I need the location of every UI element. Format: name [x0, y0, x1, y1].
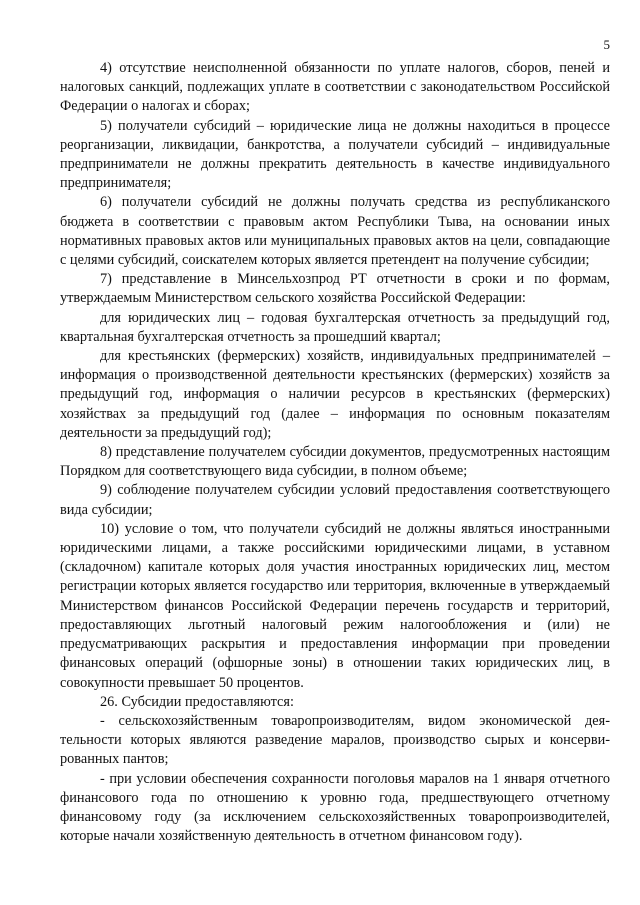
paragraph-item-7: 7) представление в Минсельхозпрод РТ отчетности в сроки и по формам, утверждаемым Министерством сельского хозяйства Российской Федерации:: [60, 271, 610, 307]
paragraph-bullet-livestock: - при условии обеспечения сохранности поголовья маралов на 1 января отчетного финансового года по отношению к уровню года, предшествующего отчетному финансовому году (за исключением сельскохозяйственных товаропроизводителей, которые начали хозяйственную деятельность в отчетном финансовом году).: [60, 770, 610, 845]
paragraph-item-9: 9) соблюдение получателем субсидии условий предоставления соответствующего вида субсидии;: [60, 482, 610, 518]
paragraph-item-6: 6) получатели субсидий не должны получать средства из республиканского бюджета в соответствии с правовым актом Республики Тыва, на основании иных нормативных правовых актов или муниципальных правовых актов на цели, совпадающие с целями субсидий, соискателем которых является претендент на получение субсидии;: [60, 194, 610, 269]
paragraph-item-8: 8) представление получателем субсидии документов, предусмотренных настоящим Порядком для соответствующего вида субсидии, в полном объеме;: [60, 444, 610, 480]
page-number: 5: [603, 37, 610, 52]
paragraph-section-26: 26. Субсидии предоставляются:: [100, 693, 294, 710]
paragraph-item-4: 4) отсутствие неисполненной обязанности по уплате налогов, сборов, пеней и налоговых санкций, подлежащих уплате в соответствии с законодательством Российской Федерации о налогах и сборах;: [60, 60, 610, 115]
paragraph-item-5: 5) получатели субсидий – юридические лица не должны находиться в процессе реорганизации, ликвидации, банкротства, а получатели субсидий – индивидуальные предприниматели не должны прекратить деятельность в качестве индивидуального предпринимателя;: [60, 117, 610, 192]
paragraph-legal-entities: для юридических лиц – годовая бухгалтерская отчетность за предыдущий год, квартальная бухгалтерская отчетность за прошедший квартал;: [60, 309, 610, 345]
paragraph-item-10: 10) условие о том, что получатели субсидий не должны являться иностранными юридическими лицами, а также российскими юридическими лицами, в уставном (складочном) капитале которых доля участия иностранных юридических лиц, местом регистрации которых является государство или территория, включенные в утверждаемый Министерством финансов Российской Федерации перечень государств и территорий, предоставляющих льготный налоговый режим налогообложения и (или) не предусматривающих раскрытия и предоставления информации при проведении финансовых операций (офшорные зоны) в отношении таких юридических лиц, в совокупности превышает 50 процентов.: [60, 520, 610, 691]
paragraph-farms: для крестьянских (фермерских) хозяйств, индивидуальных предпринимателей – информация о производственной деятельности крестьянских (фермерских) хозяйств за предыдущий год, информация о наличии ресурсов в крестьянских (фермерских) хозяйствах за предыдущий год (далее – информация по основным показателям деятельности за предыдущий год);: [60, 348, 610, 441]
document-body: [60, 59, 610, 846]
paragraph-bullet-producers: - сельскохозяйственным товаропроизводителям, видом экономической деятельности которых являются разведение маралов, производство сырых и консервированных пантов;: [60, 712, 610, 768]
